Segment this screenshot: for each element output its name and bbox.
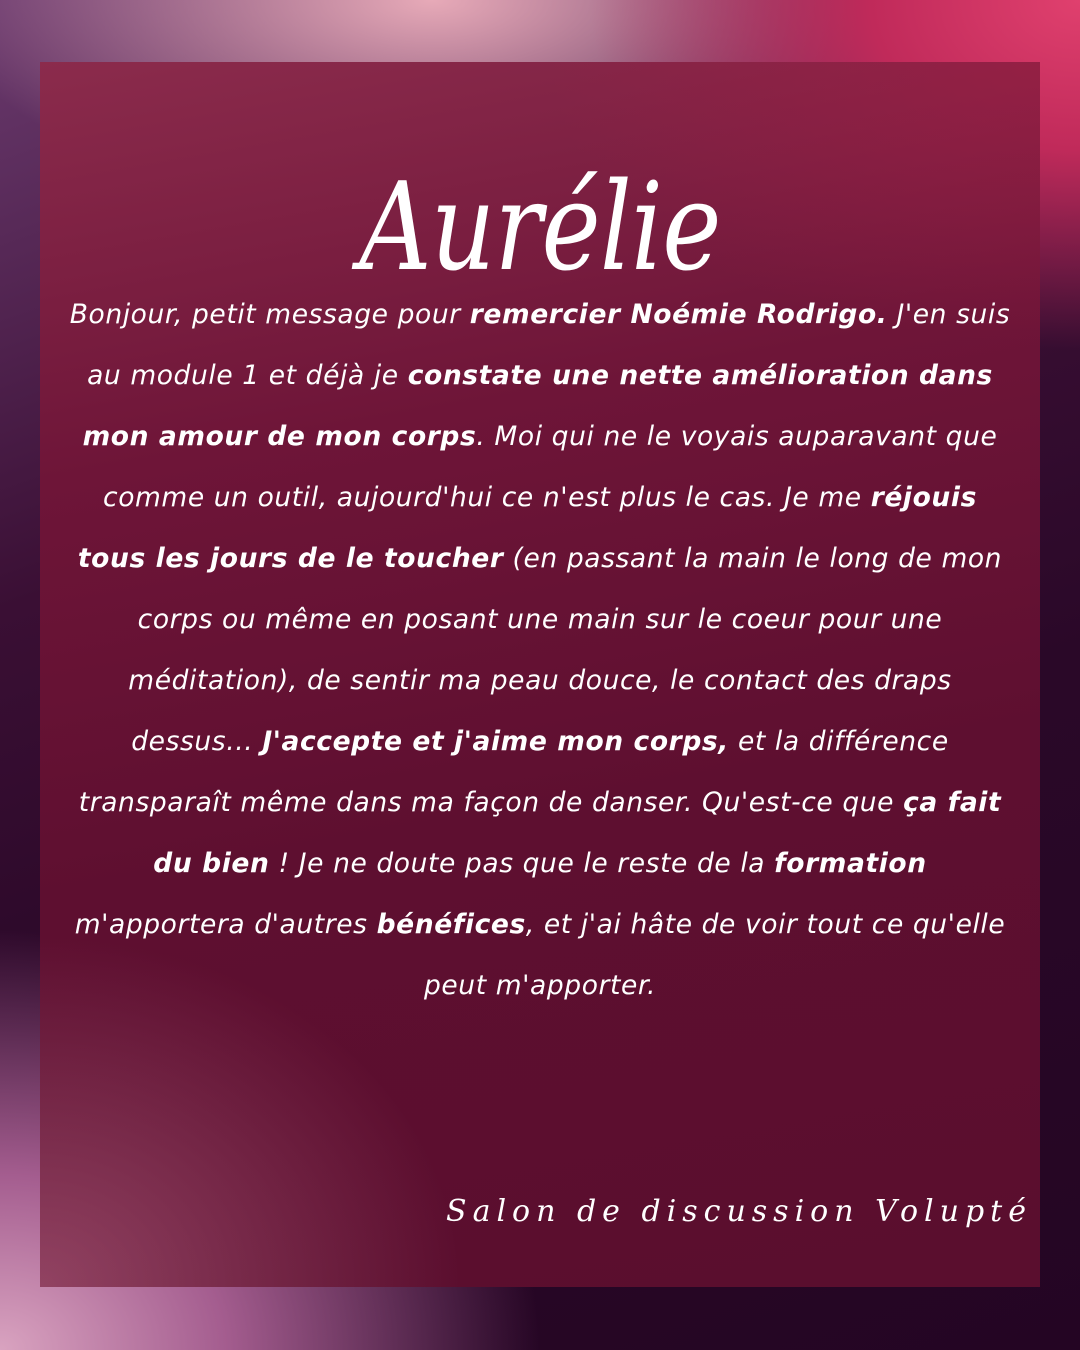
text-segment-bold: formation <box>774 848 927 879</box>
text-segment-bold: constate une nette amélioration dans mon amour de mon corps <box>82 360 993 452</box>
text-segment: et la différence transparaît même dans ma façon de danser. Qu'est-ce que <box>78 726 949 818</box>
text-segment: (en passant la main le long de mon corps ou même en posant une main sur le coeur pour une méditation), de sentir ma peau douce, le contact des draps dessus... <box>128 543 1003 757</box>
text-segment: , et j'ai hâte de voir tout ce qu'elle peut m'apporter. <box>423 909 1006 1001</box>
text-segment: m'apportera d'autres <box>74 909 377 940</box>
text-segment: Bonjour, petit message pour <box>69 299 470 330</box>
text-segment-bold: réjouis tous les jours de le toucher <box>77 482 977 574</box>
author-name: Aurélie <box>359 156 721 298</box>
testimonial-card <box>40 62 1040 1287</box>
source-signature: Salon de discussion Volupté <box>446 1194 1032 1229</box>
text-segment-bold: ça fait du bien <box>153 787 1002 879</box>
text-segment: ! Je ne doute pas que le reste de la <box>269 848 775 879</box>
testimonial-text <box>68 284 1012 1016</box>
text-segment: . Moi qui ne le voyais auparavant que comme un outil, aujourd'hui ce n'est plus le cas. Je me <box>103 421 998 513</box>
text-segment-bold: J'accepte et j'aime mon corps, <box>262 726 729 757</box>
text-segment-bold: remercier Noémie Rodrigo. <box>469 299 888 330</box>
text-segment: J'en suis au module 1 et déjà je <box>87 299 1011 391</box>
text-segment-bold: bénéfices <box>376 909 526 940</box>
